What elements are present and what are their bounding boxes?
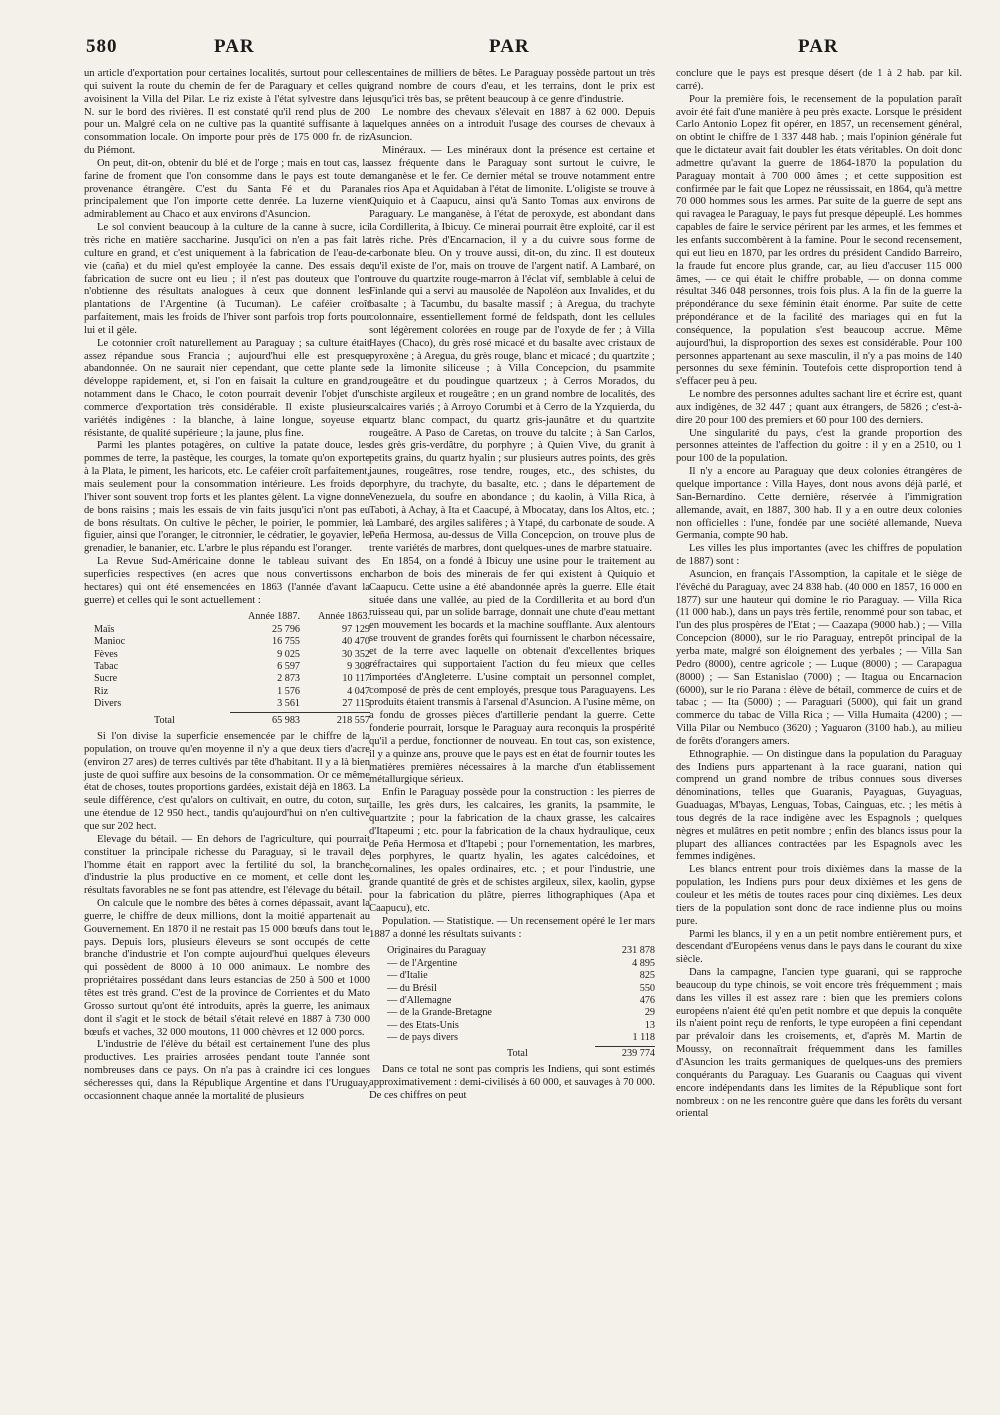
table-cell: 476 (639, 995, 655, 1006)
table-cell: 29 (644, 1007, 655, 1019)
table-row (94, 636, 370, 648)
table-cell: 97 129 (341, 623, 370, 635)
table-header-row (94, 611, 370, 623)
paragraph: Pour la première fois, le recensement de la population paraît avoir été fait d'une manière à peu près exacte. Lorsque le président Carlo Antonio Lopez fit opérer, en 1857, un recensement général, on obtint le chiffre de 1 337 448 hab. ; mais l'opinion générale fut que le dictateur avait fait doubler les états véritables. On doit donc admettre qu'avant la guerre de 1864-1870 la population du Paraguay montait à 700 000 âmes ; et cette supposition est confirmée par le fait que Lopez ne réussissait, en 1864, qu'à mettre 70 000 hommes sous les armes. Par suite de la guerre de sept ans qui ravagea le Paraguay, le pays fut presque dépeuplé. Les hommes capables de faire le service périrent par les armes, et les femmes et les enfants succombèrent à la famine. Pour le second recensement, qui eut lieu en 1870, par les ordres du président Candido Barreiro, la fraude fut encore plus grande, car, au lieu d'accuser 115 000 âmes, — ce qui était le chiffre probable, — on donna comme résultat 346 048 personnes, trois fois plus. A la fin de la guerre la prépondérance du sexe féminin était énorme. Par suite de cette prépondérance et de la facilité des mariages qui en fut la conséquence, la population s'est beaucoup accrue. Même aujourd'hui, la disproportion des sexes est considérable. Pour 100 personnes appartenant au sexe masculin, il n'y a pas moins de 140 personnes du sexe féminin. Toutefois cette disproportion tend à s'effacer peu à peu. (676, 93, 962, 388)
paragraph: On peut, dit-on, obtenir du blé et de l'orge ; mais en tout cas, la farine de froment que l'on consomme dans le pays est toute de provenance étrangère. C'est du Santa Fé et du Parana principalement que l'on importe cette denrée. La luzerne vient admirablement au Chaco et aux environs d'Asuncion. (84, 157, 370, 221)
table-cell: 40 470 (341, 636, 370, 648)
table-cell: Fèves (94, 648, 118, 660)
table-header-cell: Année 1887. (247, 611, 300, 623)
table-cell: 4 047 (347, 685, 370, 697)
table-cell: — du Brésil (387, 982, 437, 994)
table-row (387, 945, 655, 957)
paragraph: Population. — Statistique. — Un recensement opéré le 1er mars 1887 a donné les résultats suivants : (369, 915, 655, 940)
table-header-cell (94, 611, 234, 623)
table-cell: 825 (639, 970, 655, 982)
population-table (387, 945, 655, 1060)
table-cell: Originaires du Paraguay (387, 945, 487, 957)
paragraph: La Revue Sud-Américaine donne le tableau suivant des superficies respectives (en acres que nous convertissons en hectares) qui ont été ensemencées en 1863 (l'année d'avant la guerre) et celles qui le sont actuellement : (84, 556, 370, 606)
table-cell: 550 (639, 982, 655, 994)
table-cell: Manioc (94, 636, 126, 648)
table-row (387, 995, 655, 1007)
table-cell: Sucre (94, 673, 118, 685)
table-row (94, 673, 370, 685)
paragraph: Dans ce total ne sont pas compris les Indiens, qui sont estimés approximativement : demi-civilisés à 60 000, et sauvages à 70 000. De ces chiffres on peut (369, 1064, 655, 1101)
crop-area-table (94, 611, 370, 727)
table-cell: Divers (94, 698, 122, 710)
column-right (676, 68, 962, 1121)
table-cell: 231 878 (621, 945, 655, 957)
table-cell: 65 983 (271, 714, 300, 726)
paragraph: Les blancs entrent pour trois dixièmes dans la masse de la population, les Indiens purs pour deux dixièmes et les gens de couleur et les métis de toutes races pour cinq dixièmes. Les deux tiers de la population sont donc de race indienne plus ou moins pure. (676, 864, 962, 927)
running-head-right: PAR (798, 36, 839, 57)
table-row (387, 1007, 655, 1019)
paragraph: Minéraux. — Les minéraux dont la présence est certaine et assez fréquente dans le Paraguay sont surtout le cuivre, le manganèse et le fer. Ce dernier métal se trouve notamment entre les rios Apa et Aquidaban à l'état de limonite. L'oligiste se trouve à Quiquio et à Caapucu, ainsi qu'à Santo Tomas aux environs de Paraguary. Le manganèse, à l'état de peroxyde, est abondant dans la Cordillerita, à Ibicuy. Ce minerai pourrait être exploité, car il est très riche. Près d'Encarnacion, il y a du cuivre sous forme de carbonate bleu. On y trouve aussi, dit-on, du zinc. Il est douteux qu'il existe de l'or, mais on trouve de l'argent natif. A Lambaré, on trouve du quartzite rouge-marron à l'éclat vif, semblable à celui de Finlande qui a servi au mausolée de Napoléon aux Invalides, et du basalte ; à Tacumbu, du basalte massif ; à Aregua, du trachyte colonnaire, essentiellement formé de feldspath, dont les cellules sont légèrement colorées en rouge par de l'oxyde de fer ; à Villa Hayes (Chaco), du grès rosé micacé et du basalte avec cristaux de pyroxène ; à Aregua, du grès rouge, blanc et micacé ; du quartzite ; de la limonite siliceuse ; à Villa Concepcion, du psammite rougeâtre et du poudingue quartzeux ; à Cerros Morados, du schiste argileux et rougeâtre ; en un grand nombre de localités, des calcaires variés ; à Arroyo Corumbi et à Cerro de la Yzquierda, du quartz blanc compact, du quartz gris-jaunâtre et du quartzite rougeâtre. A Paso de Caretas, on trouve du talcite ; à San Carlos, des grès gris-verdâtre, du porphyre ; à Quien Vive, du granit à petits grains, du quartz hyalin ; sur plusieurs autres points, des grès jaunes, rougeâtres, rose tendre, rouges, etc., des schistes, du porphyre, du trachyte, du basalte, etc. ; dans le département de Venezuela, du soufre en abondance ; du kaolin, à Villa Rica, à Taboti, à Achay, à Ita et Caacupé, à Mbocatay, dans los Altos, etc. ; à Lambaré, des argiles salifères ; à Ytapé, du carbonate de soude. A Peña Hermosa, au-dessus de Villa Concepcion, on trouve plus de trente variétés de marbres, dont quelques-unes de marbre statuaire. (369, 145, 655, 555)
paragraph: Les villes les plus importantes (avec les chiffres de population de 1887) sont : (676, 543, 962, 568)
table-cell: 4 895 (632, 957, 655, 969)
table-cell: — de la Grande-Bretagne (387, 1007, 492, 1019)
table-cell: — de pays divers (387, 1032, 459, 1044)
column-center (369, 68, 655, 1103)
table-cell: Riz (94, 685, 109, 697)
paragraph: Enfin le Paraguay possède pour la construction : les pierres de taille, les grès durs, les calcaires, les granits, la psammite, le quartzite ; pour la fabrication de la chaux grasse, les calcaires d'Itapeumi ; etc. pour la fabrication de la chaux hydraulique, ceux de Peña Hermosa et d'Itapebi ; pour l'ornementation, les marbres, les porphyres, le quartz hyalin, les agates calcédoines, et cornalines, les opales ordinaires, etc. ; et pour l'industrie, une grande quantité de grès et de schistes argileux, silex, kaolin, gypse pour la fabrication du plâtre, pierres lithographiques (Apa et Caapucu), etc. (369, 787, 655, 914)
table-cell: 9 308 (347, 661, 370, 673)
table-cell: 25 796 (271, 623, 300, 635)
table-row (387, 958, 655, 970)
running-head-left: PAR (214, 36, 255, 57)
table-row (94, 698, 370, 710)
paragraph: Le nombre des chevaux s'élevait en 1887 à 62 000. Depuis quelques années on a introduit l'usage des courses de chevaux à Asuncion. (369, 106, 655, 144)
table-cell: 9 025 (277, 648, 300, 660)
table-cell: Total (507, 1047, 528, 1059)
paragraph: un article d'exportation pour certaines localités, surtout pour celles qui suivent la route du chemin de fer de Paraguary et celles qui avoisinent la Villa del Pilar. Le riz existe à l'état sylvestre dans le N. sur le bord des rivières. Il est constaté qu'il rend plus de 200 pour un. Malgré cela on ne cultive pas la quantité suffisante à la consommation locale. On importe pour près de 175 000 fr. de riz du Piémont. (84, 68, 370, 157)
table-header-cell: Année 1863. (317, 611, 370, 623)
table-cell: 27 115 (342, 698, 370, 710)
table-row (94, 686, 370, 698)
paragraph: Si l'on divise la superficie ensemencée par le chiffre de la population, on trouve qu'en moyenne il n'y a que deux tiers d'acre (environ 27 ares) de terres cultivés par tête d'habitant. Il y a là bien juste de quoi suffire aux besoins de la consommation. Or ce même état de choses, toutes proportions gardées, existait déjà en 1863. La seule différence, c'est qu'alors on cultivait, en outre, du coton, sur une étendue de 12 950 hect., tandis qu'aujourd'hui on n'en cultive que sur 202 hect. (84, 731, 370, 832)
paragraph: Parmi les blancs, il y en a un petit nombre entièrement purs, et descendant d'Européens venus dans le pays dans le courant du xixe siècle. (676, 928, 962, 966)
table-row (387, 1032, 655, 1044)
table-rule (595, 1046, 655, 1047)
page-number: 580 (86, 36, 118, 57)
table-cell: Maïs (94, 623, 115, 635)
table-cell: 1 576 (277, 685, 300, 697)
table-row (94, 624, 370, 636)
running-head-center: PAR (489, 36, 530, 57)
paragraph: Parmi les plantes potagères, on cultive la patate douce, les pommes de terre, la pastèque, les courges, la tomate qu'on exporte à la Plata, le piment, les haricots, etc. Le caféier croît parfaitement, mais seulement pour la consommation intérieure. Les froids de l'hiver sont souvent trop forts et les plantes gèlent. La vigne donne de bons raisins ; mais les essais de vin faits jusqu'ici n'ont pas eu de bons résultats. On cultive le pêcher, le poirier, le pommier, le figuier, ainsi que l'oranger, le citronnier, le cédratier, le goyavier, le grenadier, le bananier, etc. L'arbre le plus répandu est l'oranger. (84, 440, 370, 555)
table-cell: 239 774 (621, 1047, 655, 1059)
table-cell: 1 118 (632, 1032, 655, 1044)
paragraph: Le cotonnier croît naturellement au Paraguay ; sa culture était assez répandue sous Francia ; aujourd'hui elle est presque abandonnée. On ne saurait nier cependant, que cette plante se développe rapidement, et, si l'on en faisait la culture en grand, notamment dans le Chaco, le coton pourrait devenir l'objet d'un commerce d'exportation très considérable. Il existe plusieurs variétés indigènes : la blanche, à laine longue, soyeuse et résistante, de qualité supérieure ; la jaune, plus fine. (84, 337, 370, 439)
paragraph: conclure que le pays est presque désert (de 1 à 2 hab. par kil. carré). (676, 68, 962, 92)
table-cell: — de l'Argentine (387, 957, 458, 969)
table-cell: 218 557 (336, 714, 370, 726)
paragraph: Ethnographie. — On distingue dans la population du Paraguay des Indiens purs appartenant à la race guarani, nation qui comprend un grand nombre de tribus connues sous diverses dénominations, telles que Guaranis, Payaguas, Guyaguas, Guaduagas, M'bayas, Lenguas, Tobas, Cainguas, etc. ; les métis à tous degrés de la race indigène avec les Espagnols ; quelques nègres et mulâtres en petit nombre ; enfin des blancs issus pour la plupart des alliances contractées par les Espagnols avec les femmes indigènes. (676, 748, 962, 863)
table-row (387, 1020, 655, 1032)
paragraph: En 1854, on a fondé à Ibicuy une usine pour le traitement au charbon de bois des minerais de fer qui existent à Quiquio et Caapucu. Cette usine a été abandonnée après la guerre. Elle était située dans une vallée, au pied de la Cordillerita et au bord d'un ruisseau qui, par un solide barrage, donnait une chute d'eau mettant en mouvement les bocards et la machine soufflante. Aux alentours se trouvent de grandes forêts qui fournissent le charbon nécessaire, et de la terre avec laquelle on obtenait d'excellentes briques réfractaires qui supportaient l'action du feu mieux que celles importées d'Angleterre. L'usine comptait un personnel complet, composé de près de cent employés, presque tous Paraguayens. Les produits étaient transmis à l'arsenal d'Asuncion. A l'usine même, on a fondu de grosses pièces d'artillerie pendant la guerre. Cette fonderie pourrait, lorsque le Paraguay aura reconquis la prospérité qu'il a perdue, fonctionner de nouveau. En tout cas, son existence, il y a quinze ans, prouve que le pays est en état de fournir toutes les matières premières nécessaires à la marche d'un établissement métallurgique sérieux. (369, 556, 655, 786)
table-cell: 16 755 (271, 636, 300, 648)
table-cell: 10 117 (342, 673, 370, 685)
paragraph: Le sol convient beaucoup à la culture de la canne à sucre, ici très riche en matière saccharine. Jusqu'ici on n'en a pas fait la culture en grand, et c'est uniquement à la fabrication de l'eau-de-vie (caña) et du miel qu'est employée la canne. Des essais de fabrication de sucre ont eu lieu ; il n'est pas douteux que l'on n'obtienne des résultats analogues à ceux que donnent les plantations de l'Argentine (à Tucuman). Le caféier croît parfaitement, mais les froids de l'hiver sont parfois trop forts pour lui et il gèle. (84, 222, 370, 336)
table-row (94, 661, 370, 673)
table-total-row (387, 1048, 655, 1060)
table-cell: — d'Allemagne (387, 995, 452, 1006)
paragraph: Dans la campagne, l'ancien type guarani, qui se rapproche beaucoup du type chinois, se voit encore très fréquemment ; mais dans les villes il est assez rare : bien que les premiers colons européens n'aient été qu'en petit nombre et que depuis la conquête ils n'aient point reçu de renforts, le type européen a fini cependant par prévaloir dans les croisements, et, d'après M. Martin de Moussy, on reconnaîtrait fréquemment dans les familles d'Asuncion les traits germaniques de quelques-uns des premiers conquérants du Paraguay. Les Guaranis ou Caaguas qui vivent encore indépendants dans les limites de la République sont fort nombreux : on ne les rencontre guère que dans les forêts du versant oriental (676, 967, 962, 1120)
table-cell: — des Etats-Unis (387, 1019, 459, 1031)
table-row (94, 649, 370, 661)
table-cell: Total (154, 714, 175, 726)
table-cell: 3 561 (277, 698, 300, 710)
paragraph: centaines de milliers de bêtes. Le Paraguay possède partout un très grand nombre de cours d'eau, et les terrains, dont le prix est jusqu'ici très bas, se prêtent beaucoup à ce genre d'industrie. (369, 68, 655, 105)
paragraph: Il n'y a encore au Paraguay que deux colonies étrangères de quelque importance : Villa Hayes, dont nous avons déjà parlé, et San-Bernardino. Cette dernière, réservée à l'immigration allemande, avait, en 1887, 300 hab. Il y a en outre deux colonies non officielles : l'une, fondée par une société allemande, Nueva Germania, compte 90 hab. (676, 466, 962, 542)
column-left (84, 68, 370, 1104)
table-cell: Tabac (94, 661, 119, 673)
table-cell: 6 597 (277, 661, 300, 673)
table-cell: 30 352 (341, 648, 370, 660)
paragraph: Le nombre des personnes adultes sachant lire et écrire est, quant aux indigènes, de 32 447 ; quant aux étrangers, de 5826 ; c'est-à-dire 20 pour 100 des premiers et 60 pour 100 des derniers. (676, 389, 962, 426)
paragraph: Asuncion, en français l'Assomption, la capitale et le siège de l'évêché du Paraguay, avec 24 838 hab. (40 000 en 1857, 16 000 en 1877) sur une hauteur qui domine le rio Paraguay. — Villa Rica (11 000 hab.), dans un pays très fertile, renommé pour son tabac, et l'un des plus prospères de l'Etat ; — Caazapa (9000 hab.) ; — Villa Concepcion (8000), sur le rio Paraguay, entrepôt principal de la yerba mate, malgré son éloignement des yerbales ; — Villa San Pedro (8000), centre agricole ; — Luque (8000) ; — Carapagua (8000) ; — San Estanislao (7000) ; — Itagua ou Encarnacion (6000), sur le rio Parana : élève de bétail, commerce de cuirs et de tabac ; — Ita (5000) ; — Paraguari (5000), qui fait un grand commerce du tabac de Villa Rica ; — Villa Humaita (4200) ; — Villa Pilar ou Nembuco (3620) ; Yaguaron (3100 hab.), au milieu de forêts d'orangers amers. (676, 568, 962, 747)
table-cell: 2 873 (277, 673, 300, 685)
paragraph: On calcule que le nombre des bêtes à cornes dépassait, avant la guerre, le chiffre de deux millions, dont la moitié appartenait au Gouvernement. En 1870 il ne restait pas 15 000 bœufs dans tout le pays. Depuis lors, plusieurs éleveurs se sont occupés de cette branche d'industrie et l'on compte aujourd'hui quelques éleveurs qui possèdent de 8000 à 10 000 animaux. Le nombre des propriétaires possédant dans leurs estancias de 250 à 500 et 1000 têtes est très grand. C'est de la province de Corrientes et du Mato Grosso surtout qu'ont été introduits, après la guerre, les animaux dont il s'agit et le stock de bétail s'était relevé en 1887 à 730 000 bœufs et vaches, 32 000 moutons, 11 000 chèvres et 12 000 porcs. (84, 898, 370, 1038)
table-row (387, 983, 655, 995)
table-total-row (94, 715, 370, 727)
table-cell: — d'Italie (387, 970, 428, 982)
table-row (387, 970, 655, 982)
table-rule (230, 712, 370, 713)
paragraph: Une singularité du pays, c'est la grande proportion des personnes atteintes de l'affection du goitre : il y en a 2510, ou 1 pour 100 de la population. (676, 427, 962, 465)
paragraph: Elevage du bétail. — En dehors de l'agriculture, qui pourrait constituer la principale richesse du Paraguay, si le travail de l'homme était en rapport avec la fertilité du sol, la branche d'industrie la plus productive en ce moment, et celle dont les résultats favorables ne se font pas attendre, est l'élevage du bétail. (84, 833, 370, 897)
paragraph: L'industrie de l'élève du bétail est certainement l'une des plus productives. Les prairies arrosées pendant toute l'année sont nombreuses dans ce pays. On n'a pas à craindre ici ces longues sécheresses qui, dans la République Argentine et dans l'Uruguay, occasionnent chaque année la mortalité de plusieurs (84, 1039, 370, 1102)
table-cell: 13 (644, 1019, 655, 1031)
